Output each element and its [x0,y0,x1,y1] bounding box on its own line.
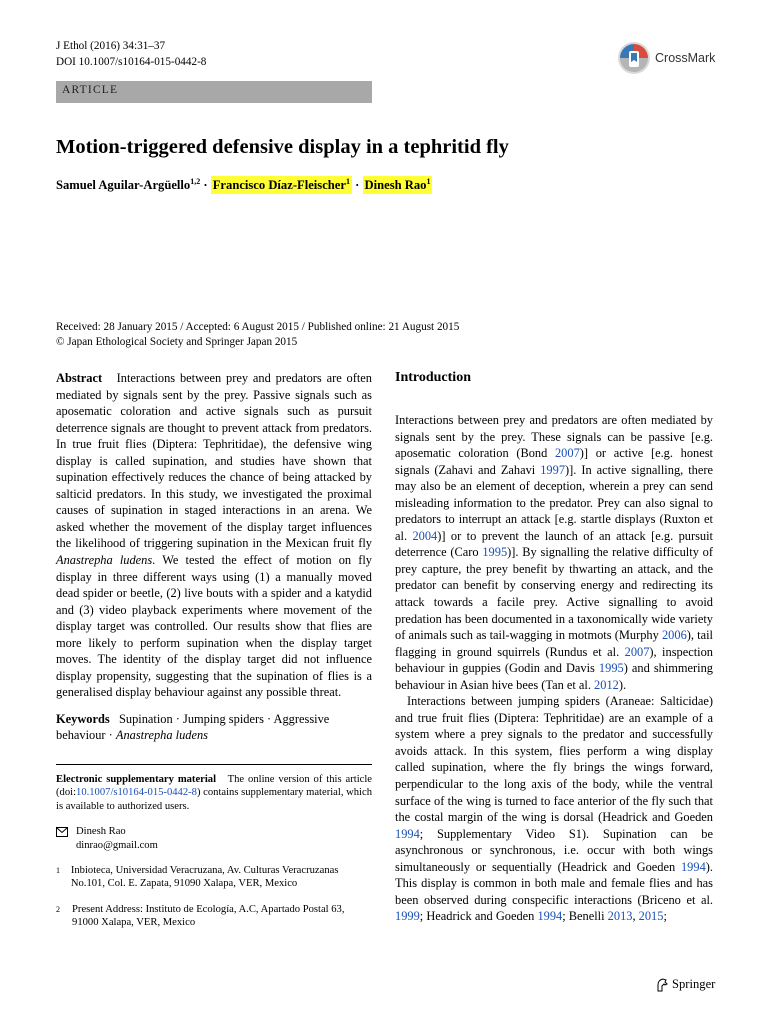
text-segment: )] or to prevent the launch of an attack [e.g. pursuit deterrence (Caro [395,528,713,560]
text-segment: ; Supplementary Video S1). Supination can be asynchronous or synchronous, i.e. occur with both wings simultaneously or sequentially (Headrick and Goeden [395,826,713,874]
text-segment: )]. In active signalling, there may also be an element of deception, wherein a prey can send misleading information to the predator. Prey can also signal to predators to interrupt an attack [e.g. startle displays (Ruxton et al. [395,462,713,543]
affiliation-1: 1 Inbioteca, Universidad Veracruzana, Av. Culturas Veracruzanas No.101, Col. E. Zapata, 91090 Xalapa, VER, Mexico [56,865,339,890]
author-separator: · [355,178,360,192]
citation-link[interactable]: 2004 [412,528,438,543]
text-segment: , [632,909,639,924]
text-segment: Interactions between prey and predators are often mediated by signals sent by the prey. These signals can be passive [e.g. aposematic coloration (Bond [395,413,713,461]
text-segment: ), inspection behaviour in guppies (Godin and Davis [395,644,713,676]
copyright: © Japan Ethological Society and Springer Japan 2015 [56,336,298,348]
publication-dates [56,320,459,350]
author-2[interactable]: Francisco Díaz-Fleischer$^1$ [212,176,350,192]
citation-link[interactable]: 1997 [540,462,566,477]
article-title: Motion-triggered defensive display in a tephritid fly [56,136,509,158]
correspondence-name: Dinesh Rao [76,826,126,838]
correspondence [56,825,372,852]
citation-link[interactable]: 1994 [537,909,563,924]
correspondence-email[interactable]: dinrao@gmail.com [76,839,158,851]
citation-link[interactable]: 2012 [594,677,619,692]
text-segment: ; Benelli [562,909,608,924]
history-dates: Received: 28 January 2015 / Accepted: 6 August 2015 / Published online: 21 August 2015 [56,321,460,333]
author-list [56,178,432,193]
text-segment: Interactions between jumping spiders (Araneae: Salticidae) and true fruit flies (Diptera: Tephritidae) are an example of a system where a prey signals to the predator and successfully avoids attack. In this system, flies perform a wing display called supination, where the fly brings the wings forward, perpendicular to the long axis of the body, while the ventral surface of the wing is turned to face anterior of the fly such that the costal margin of the wing is dorsal (Headrick and Goeden [395,694,713,825]
publisher-logo [655,977,715,992]
citation-link[interactable]: 2007 [624,644,650,659]
author-3[interactable]: Dinesh Rao$^1$ [364,176,431,192]
abstract: Abstract Interactions between prey and predators are often mediated by signals sent by the prey. Passive signals such as aposematic coloration and active signals such as pursuit deterrence signals are thought to prevent attack from predators. In true fruit flies (Diptera: Tephritidae), the defensive wing display is called supination, and studies have shown that supination effectively reduces the chance of being attacked by salticid predators. In this study, we investigated the proximal causes of supination in staged interactions in an arena. We asked whether the movement of the display target influences the likelihood of triggering supination in the Mexican fruit fly Anastrepha ludens. We tested the effect of motion on fly display in three different ways using (1) a manually moved dead spider or beetle, (2) live bouts with a spider and a katydid and (3) video playback experiments where movement of the display target was controlled. Our results show that flies are more likely to perform supination when the display target moves. The identity of the display target did not influence display propensity, suggesting that the supination of flies is a generalised display behaviour against any possible threat. [56,371,372,700]
introduction-heading: Introduction [395,370,471,385]
journal-reference: J Ethol (2016) 34:31–37 [56,40,166,52]
supplementary-note: Electronic supplementary material The online version of this article (doi:10.1007/s10164-015-0442-8) contains supplementary material, which is available to authorized users. [56,774,373,812]
citation-link[interactable]: 1999 [395,909,420,924]
text-segment: ; Headrick and Goeden [419,909,538,924]
citation-link[interactable]: 1995 [482,545,508,560]
crossmark-icon [617,41,651,75]
envelope-icon [56,827,68,837]
text-segment: ), tail flagging in ground squirrels (Rundus et al. [395,628,713,659]
citation-link[interactable]: 1995 [598,661,624,676]
introduction-paragraph-1 [395,412,713,693]
crossmark-badge[interactable] [617,38,717,78]
doi-link[interactable]: 10.1007/s10164-015-0442-8 [76,787,197,799]
author-separator: · [203,178,208,192]
text-segment: ; [663,909,667,924]
text-segment: ) and shimmering behaviour in Asian hive bees (Tan et al. [395,661,714,692]
crossmark-label: CrossMark [655,51,716,65]
citation-link[interactable]: 2006 [661,628,687,643]
journal-header [56,38,206,70]
text-segment: ). [618,677,627,692]
footnote-divider [56,764,372,765]
publisher-name: Springer [672,977,716,991]
springer-horse-icon [655,978,669,992]
citation-link[interactable]: 1994 [680,859,706,874]
doi: DOI 10.1007/s10164-015-0442-8 [56,56,207,68]
citation-link[interactable]: 1994 [395,826,420,841]
keywords-heading: Keywords [56,711,110,726]
text-segment: )] or active [e.g. honest signals (Zahavi and Zahavi [395,446,713,477]
affiliation-2: 2 Present Address: Instituto de Ecología, A.C, Apartado Postal 63, 91000 Xalapa, VER, Mexico [56,903,345,929]
left-column [56,370,372,930]
citation-link[interactable]: 2015 [638,909,664,924]
species-name: Anastrepha ludens [56,553,153,568]
text-segment: ). This display is common in both male and female flies and has been observed during conspecific interactions (Briceno et al. [395,859,713,907]
citation-link[interactable]: 2007 [554,446,580,461]
right-column [395,370,713,925]
abstract-heading: Abstract [56,371,103,385]
introduction-paragraph-2 [395,693,713,925]
citation-link[interactable]: 2013 [607,909,633,924]
keywords: Keywords Supination · Jumping spiders · Aggressive behaviour · Anastrepha ludens [56,711,330,743]
section-label: ARTICLE [62,84,119,96]
section-label-bar [56,81,372,103]
text-segment: )]. By signalling the relative difficulty of prey capture, the prey benefit by thwarting an attack, and the predator can benefit by conserving energy and redirecting its attack towards a facile prey. Active signalling to avoid predation has been documented in a taxonomically wide variety of animals such as tail-wagging in motmots (Murphy [395,545,713,643]
author-1[interactable]: Samuel Aguilar-Argüello$^{1,2}$ [56,176,201,192]
